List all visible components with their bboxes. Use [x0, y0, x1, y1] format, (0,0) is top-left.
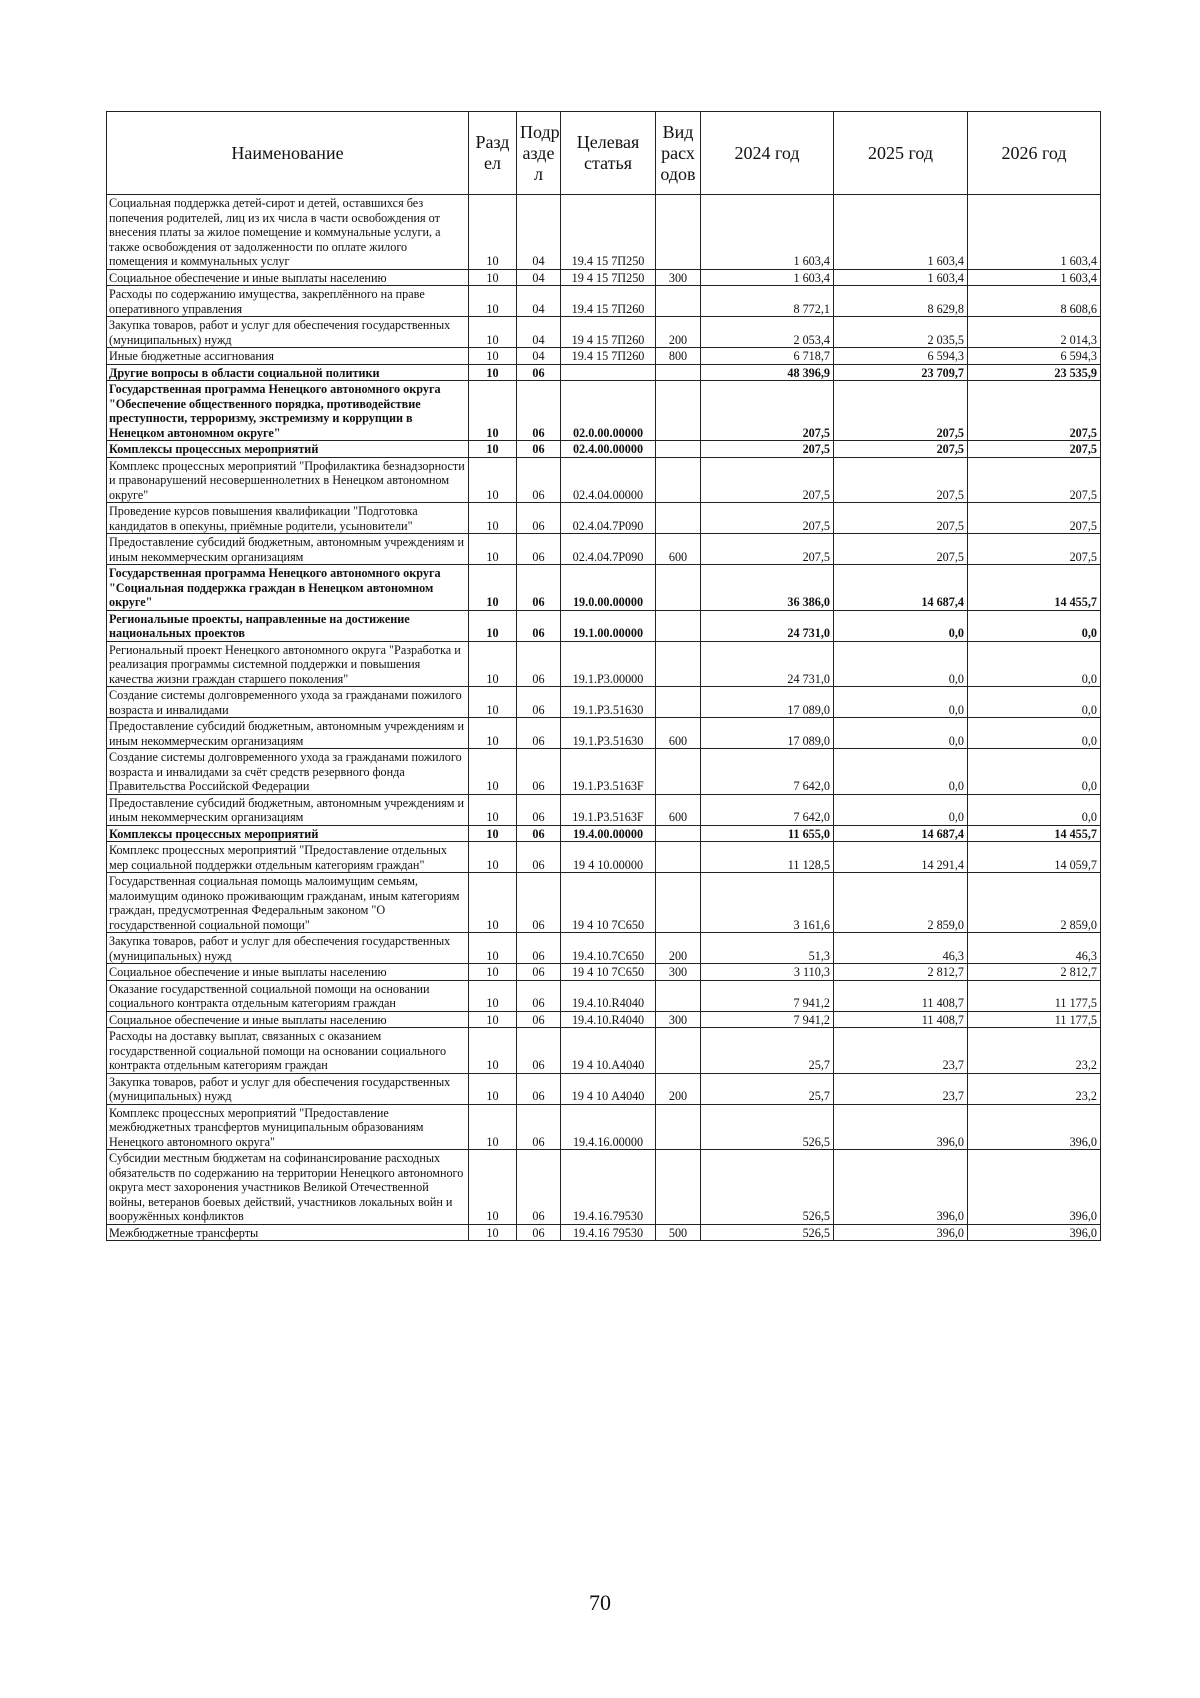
- row-target-article-cell: 19 4 10.00000: [561, 842, 656, 873]
- row-target-article-cell: 19.4.10.R4040: [561, 980, 656, 1011]
- row-expense-type-cell: [656, 381, 701, 441]
- row-name-cell: Предоставление субсидий бюджетным, автономным учреждениям и иным некоммерческим организациям: [107, 534, 469, 565]
- row-amount-2025-cell: 2 812,7: [834, 964, 968, 981]
- header-year-2025: 2025 год: [834, 112, 968, 195]
- table-header-row: [107, 112, 1101, 195]
- row-amount-2024-cell: 207,5: [701, 534, 834, 565]
- header-name: Наименование: [107, 112, 469, 195]
- table-row: [107, 610, 1101, 641]
- row-name-cell: Создание системы долговременного ухода за гражданами пожилого возраста и инвалидами: [107, 687, 469, 718]
- row-expense-type-cell: [656, 1028, 701, 1074]
- row-amount-2026-cell: 207,5: [968, 381, 1101, 441]
- row-expense-type-cell: 200: [656, 317, 701, 348]
- row-expense-type-cell: [656, 286, 701, 317]
- row-amount-2024-cell: 1 603,4: [701, 195, 834, 270]
- row-target-article-cell: 19.1.Р3.00000: [561, 641, 656, 687]
- header-podrazdel: Подр азде л: [517, 112, 561, 195]
- header-target-article: Целевая статья: [561, 112, 656, 195]
- row-amount-2025-cell: 207,5: [834, 441, 968, 458]
- row-amount-2025-cell: 14 291,4: [834, 842, 968, 873]
- row-razdel-cell: 10: [469, 718, 517, 749]
- row-podrazdel-cell: 06: [517, 610, 561, 641]
- row-amount-2024-cell: 8 772,1: [701, 286, 834, 317]
- table-row: [107, 441, 1101, 458]
- row-amount-2025-cell: 23,7: [834, 1073, 968, 1104]
- row-expense-type-cell: 600: [656, 534, 701, 565]
- row-name-cell: Социальное обеспечение и иные выплаты населению: [107, 1011, 469, 1028]
- row-podrazdel-cell: 06: [517, 441, 561, 458]
- table-row: [107, 286, 1101, 317]
- table-row: [107, 1073, 1101, 1104]
- row-target-article-cell: [561, 364, 656, 381]
- row-name-cell: Региональный проект Ненецкого автономного округа "Разработка и реализация программы системной поддержки и повышения качества жизни граждан старшего поколения": [107, 641, 469, 687]
- row-name-cell: Государственная программа Ненецкого автономного округа "Обеспечение общественного порядка, противодействие преступности, терроризму, экстремизму и коррупции в Ненецком автономном округе": [107, 381, 469, 441]
- row-target-article-cell: 19.1.Р3.51630: [561, 687, 656, 718]
- row-podrazdel-cell: 06: [517, 1028, 561, 1074]
- table-row: [107, 269, 1101, 286]
- table-row: [107, 1224, 1101, 1241]
- row-amount-2025-cell: 23,7: [834, 1028, 968, 1074]
- row-target-article-cell: 19.4 15 7П250: [561, 195, 656, 270]
- row-name-cell: Комплекс процессных мероприятий "Предоставление отдельных мер социальной поддержки отдельным категориям граждан": [107, 842, 469, 873]
- row-amount-2025-cell: 0,0: [834, 641, 968, 687]
- row-razdel-cell: 10: [469, 565, 517, 611]
- row-amount-2025-cell: 396,0: [834, 1104, 968, 1150]
- row-amount-2024-cell: 17 089,0: [701, 718, 834, 749]
- row-amount-2026-cell: 207,5: [968, 503, 1101, 534]
- row-name-cell: Государственная программа Ненецкого автономного округа "Социальная поддержка граждан в Ненецком автономном округе": [107, 565, 469, 611]
- row-target-article-cell: 19.4.10.R4040: [561, 1011, 656, 1028]
- row-razdel-cell: 10: [469, 381, 517, 441]
- row-podrazdel-cell: 06: [517, 1224, 561, 1241]
- row-podrazdel-cell: 06: [517, 1011, 561, 1028]
- table-row: [107, 381, 1101, 441]
- row-amount-2026-cell: 0,0: [968, 610, 1101, 641]
- row-expense-type-cell: [656, 825, 701, 842]
- row-razdel-cell: 10: [469, 933, 517, 964]
- row-expense-type-cell: [656, 457, 701, 503]
- row-podrazdel-cell: 06: [517, 364, 561, 381]
- row-amount-2024-cell: 526,5: [701, 1150, 834, 1225]
- row-expense-type-cell: [656, 641, 701, 687]
- row-expense-type-cell: [656, 1150, 701, 1225]
- row-amount-2025-cell: 14 687,4: [834, 825, 968, 842]
- row-razdel-cell: 10: [469, 1104, 517, 1150]
- row-target-article-cell: 19.0.00.00000: [561, 565, 656, 611]
- row-expense-type-cell: [656, 687, 701, 718]
- row-expense-type-cell: 300: [656, 1011, 701, 1028]
- row-amount-2025-cell: 1 603,4: [834, 195, 968, 270]
- row-amount-2024-cell: 7 642,0: [701, 794, 834, 825]
- row-amount-2026-cell: 1 603,4: [968, 195, 1101, 270]
- row-target-article-cell: 02.4.04.7Р090: [561, 503, 656, 534]
- row-expense-type-cell: 200: [656, 1073, 701, 1104]
- row-amount-2024-cell: 7 941,2: [701, 1011, 834, 1028]
- row-amount-2026-cell: 396,0: [968, 1104, 1101, 1150]
- row-podrazdel-cell: 06: [517, 565, 561, 611]
- row-name-cell: Социальное обеспечение и иные выплаты населению: [107, 269, 469, 286]
- row-amount-2026-cell: 8 608,6: [968, 286, 1101, 317]
- row-amount-2026-cell: 207,5: [968, 457, 1101, 503]
- row-amount-2026-cell: 2 014,3: [968, 317, 1101, 348]
- row-amount-2024-cell: 2 053,4: [701, 317, 834, 348]
- row-expense-type-cell: [656, 842, 701, 873]
- row-target-article-cell: 19.4.16 79530: [561, 1224, 656, 1241]
- row-name-cell: Закупка товаров, работ и услуг для обеспечения государственных (муниципальных) нужд: [107, 1073, 469, 1104]
- row-amount-2025-cell: 8 629,8: [834, 286, 968, 317]
- row-amount-2025-cell: 396,0: [834, 1150, 968, 1225]
- row-amount-2024-cell: 207,5: [701, 503, 834, 534]
- row-amount-2026-cell: 0,0: [968, 749, 1101, 795]
- row-amount-2026-cell: 46,3: [968, 933, 1101, 964]
- header-year-2024: 2024 год: [701, 112, 834, 195]
- row-target-article-cell: 19 4 10 7С650: [561, 964, 656, 981]
- row-amount-2026-cell: 11 177,5: [968, 1011, 1101, 1028]
- row-razdel-cell: 10: [469, 980, 517, 1011]
- table-row: [107, 933, 1101, 964]
- row-amount-2025-cell: 0,0: [834, 718, 968, 749]
- row-razdel-cell: 10: [469, 457, 517, 503]
- row-amount-2024-cell: 7 642,0: [701, 749, 834, 795]
- row-podrazdel-cell: 04: [517, 286, 561, 317]
- row-target-article-cell: 19 4 10.А4040: [561, 1028, 656, 1074]
- row-amount-2025-cell: 11 408,7: [834, 1011, 968, 1028]
- row-expense-type-cell: [656, 1104, 701, 1150]
- row-expense-type-cell: 500: [656, 1224, 701, 1241]
- row-amount-2025-cell: 207,5: [834, 503, 968, 534]
- row-target-article-cell: 19 4 10 А4040: [561, 1073, 656, 1104]
- row-target-article-cell: 19.4 15 7П260: [561, 286, 656, 317]
- row-podrazdel-cell: 06: [517, 381, 561, 441]
- row-target-article-cell: 19.4.16.79530: [561, 1150, 656, 1225]
- row-amount-2026-cell: 0,0: [968, 794, 1101, 825]
- row-razdel-cell: 10: [469, 364, 517, 381]
- row-target-article-cell: 02.0.00.00000: [561, 381, 656, 441]
- row-name-cell: Расходы на доставку выплат, связанных с оказанием государственной социальной помощи на основании социального контракта отдельным категориям граждан: [107, 1028, 469, 1074]
- row-razdel-cell: 10: [469, 610, 517, 641]
- row-amount-2024-cell: 7 941,2: [701, 980, 834, 1011]
- row-razdel-cell: 10: [469, 534, 517, 565]
- table-row: [107, 825, 1101, 842]
- row-podrazdel-cell: 06: [517, 457, 561, 503]
- row-expense-type-cell: [656, 980, 701, 1011]
- row-amount-2024-cell: 6 718,7: [701, 348, 834, 365]
- row-amount-2024-cell: 25,7: [701, 1028, 834, 1074]
- row-podrazdel-cell: 06: [517, 933, 561, 964]
- row-amount-2025-cell: 396,0: [834, 1224, 968, 1241]
- table-row: [107, 842, 1101, 873]
- table-body: [107, 195, 1101, 1241]
- row-expense-type-cell: [656, 364, 701, 381]
- row-amount-2024-cell: 24 731,0: [701, 610, 834, 641]
- row-expense-type-cell: 600: [656, 794, 701, 825]
- row-amount-2026-cell: 2 859,0: [968, 873, 1101, 933]
- row-name-cell: Социальное обеспечение и иные выплаты населению: [107, 964, 469, 981]
- row-target-article-cell: 02.4.04.00000: [561, 457, 656, 503]
- row-name-cell: Комплекс процессных мероприятий "Предоставление межбюджетных трансфертов муниципальным образованиям Ненецкого автономного округа": [107, 1104, 469, 1150]
- table-row: [107, 457, 1101, 503]
- row-razdel-cell: 10: [469, 964, 517, 981]
- row-amount-2025-cell: 0,0: [834, 794, 968, 825]
- row-amount-2026-cell: 396,0: [968, 1224, 1101, 1241]
- row-razdel-cell: 10: [469, 1073, 517, 1104]
- row-amount-2024-cell: 17 089,0: [701, 687, 834, 718]
- row-target-article-cell: 19 4 15 7П260: [561, 317, 656, 348]
- row-target-article-cell: 19.1.Р3.5163F: [561, 749, 656, 795]
- row-amount-2026-cell: 14 455,7: [968, 565, 1101, 611]
- row-podrazdel-cell: 06: [517, 641, 561, 687]
- row-amount-2025-cell: 1 603,4: [834, 269, 968, 286]
- table-row: [107, 195, 1101, 270]
- row-name-cell: Социальная поддержка детей-сирот и детей, оставшихся без попечения родителей, лиц из их числа в части освобождения от внесения платы за жилое помещение и коммунальные услуги, а также освобождения от задолженности по оплате жилого помещения и коммунальных услуг: [107, 195, 469, 270]
- row-podrazdel-cell: 06: [517, 873, 561, 933]
- row-amount-2025-cell: 207,5: [834, 534, 968, 565]
- row-name-cell: Другие вопросы в области социальной политики: [107, 364, 469, 381]
- row-podrazdel-cell: 04: [517, 317, 561, 348]
- row-name-cell: Предоставление субсидий бюджетным, автономным учреждениям и иным некоммерческим организациям: [107, 718, 469, 749]
- table-row: [107, 641, 1101, 687]
- row-amount-2024-cell: 3 110,3: [701, 964, 834, 981]
- table-row: [107, 1011, 1101, 1028]
- row-amount-2026-cell: 396,0: [968, 1150, 1101, 1225]
- row-amount-2025-cell: 14 687,4: [834, 565, 968, 611]
- row-name-cell: Расходы по содержанию имущества, закреплённого на праве оперативного управления: [107, 286, 469, 317]
- header-razdel: Разд ел: [469, 112, 517, 195]
- row-razdel-cell: 10: [469, 1028, 517, 1074]
- row-amount-2024-cell: 11 655,0: [701, 825, 834, 842]
- table-row: [107, 534, 1101, 565]
- row-amount-2025-cell: 0,0: [834, 749, 968, 795]
- row-amount-2024-cell: 36 386,0: [701, 565, 834, 611]
- row-razdel-cell: 10: [469, 825, 517, 842]
- row-amount-2024-cell: 207,5: [701, 441, 834, 458]
- row-podrazdel-cell: 06: [517, 842, 561, 873]
- row-podrazdel-cell: 06: [517, 749, 561, 795]
- table-row: [107, 317, 1101, 348]
- row-name-cell: Комплекс процессных мероприятий "Профилактика безнадзорности и правонарушений несовершеннолетних в Ненецком автономном округе": [107, 457, 469, 503]
- table-row: [107, 687, 1101, 718]
- row-podrazdel-cell: 06: [517, 503, 561, 534]
- row-razdel-cell: 10: [469, 873, 517, 933]
- row-podrazdel-cell: 06: [517, 1150, 561, 1225]
- row-amount-2026-cell: 2 812,7: [968, 964, 1101, 981]
- row-target-article-cell: 02.4.04.7Р090: [561, 534, 656, 565]
- table-row: [107, 980, 1101, 1011]
- row-amount-2025-cell: 11 408,7: [834, 980, 968, 1011]
- row-name-cell: Предоставление субсидий бюджетным, автономным учреждениям и иным некоммерческим организациям: [107, 794, 469, 825]
- row-amount-2025-cell: 23 709,7: [834, 364, 968, 381]
- row-expense-type-cell: [656, 873, 701, 933]
- row-amount-2024-cell: 526,5: [701, 1104, 834, 1150]
- table-row: [107, 1104, 1101, 1150]
- row-amount-2024-cell: 11 128,5: [701, 842, 834, 873]
- row-amount-2025-cell: 0,0: [834, 610, 968, 641]
- row-name-cell: Комплексы процессных мероприятий: [107, 825, 469, 842]
- row-amount-2026-cell: 0,0: [968, 641, 1101, 687]
- row-razdel-cell: 10: [469, 641, 517, 687]
- row-razdel-cell: 10: [469, 794, 517, 825]
- row-podrazdel-cell: 06: [517, 1104, 561, 1150]
- row-amount-2026-cell: 23,2: [968, 1028, 1101, 1074]
- row-expense-type-cell: [656, 565, 701, 611]
- row-amount-2025-cell: 6 594,3: [834, 348, 968, 365]
- row-target-article-cell: 19.4.10.7С650: [561, 933, 656, 964]
- row-expense-type-cell: [656, 441, 701, 458]
- row-amount-2024-cell: 51,3: [701, 933, 834, 964]
- row-name-cell: Комплексы процессных мероприятий: [107, 441, 469, 458]
- row-amount-2024-cell: 526,5: [701, 1224, 834, 1241]
- row-amount-2024-cell: 1 603,4: [701, 269, 834, 286]
- row-amount-2024-cell: 207,5: [701, 457, 834, 503]
- row-amount-2025-cell: 207,5: [834, 457, 968, 503]
- row-amount-2026-cell: 6 594,3: [968, 348, 1101, 365]
- row-amount-2025-cell: 0,0: [834, 687, 968, 718]
- table-row: [107, 749, 1101, 795]
- row-podrazdel-cell: 06: [517, 964, 561, 981]
- row-razdel-cell: 10: [469, 1011, 517, 1028]
- row-target-article-cell: 19 4 10 7С650: [561, 873, 656, 933]
- row-expense-type-cell: 800: [656, 348, 701, 365]
- document-page: [106, 111, 1100, 1241]
- row-expense-type-cell: 300: [656, 964, 701, 981]
- budget-table: [106, 111, 1101, 1241]
- row-razdel-cell: 10: [469, 1150, 517, 1225]
- row-expense-type-cell: [656, 610, 701, 641]
- row-razdel-cell: 10: [469, 441, 517, 458]
- row-expense-type-cell: [656, 195, 701, 270]
- row-podrazdel-cell: 04: [517, 195, 561, 270]
- row-name-cell: Создание системы долговременного ухода за гражданами пожилого возраста и инвалидами за счёт средств резервного фонда Правительства Российской Федерации: [107, 749, 469, 795]
- row-razdel-cell: 10: [469, 317, 517, 348]
- row-amount-2026-cell: 0,0: [968, 718, 1101, 749]
- row-target-article-cell: 19.4.00.00000: [561, 825, 656, 842]
- row-podrazdel-cell: 06: [517, 1073, 561, 1104]
- header-expense-type: Вид расх одов: [656, 112, 701, 195]
- table-row: [107, 503, 1101, 534]
- row-amount-2026-cell: 11 177,5: [968, 980, 1101, 1011]
- row-target-article-cell: 19.1.00.00000: [561, 610, 656, 641]
- row-amount-2025-cell: 2 035,5: [834, 317, 968, 348]
- table-row: [107, 364, 1101, 381]
- row-razdel-cell: 10: [469, 269, 517, 286]
- table-row: [107, 964, 1101, 981]
- row-amount-2025-cell: 2 859,0: [834, 873, 968, 933]
- row-razdel-cell: 10: [469, 749, 517, 795]
- row-name-cell: Государственная социальная помощь малоимущим семьям, малоимущим одиноко проживающим гражданам, иным категориям граждан, предусмотренная Федеральным законом "О государственной социальной помощи": [107, 873, 469, 933]
- row-podrazdel-cell: 06: [517, 794, 561, 825]
- row-razdel-cell: 10: [469, 286, 517, 317]
- header-year-2026: 2026 год: [968, 112, 1101, 195]
- row-name-cell: Региональные проекты, направленные на достижение национальных проектов: [107, 610, 469, 641]
- row-target-article-cell: 19.1.Р3.51630: [561, 718, 656, 749]
- page-number: 70: [589, 1590, 611, 1615]
- row-amount-2025-cell: 46,3: [834, 933, 968, 964]
- row-amount-2026-cell: 23,2: [968, 1073, 1101, 1104]
- row-target-article-cell: 19.1.Р3.5163F: [561, 794, 656, 825]
- row-podrazdel-cell: 06: [517, 687, 561, 718]
- row-podrazdel-cell: 06: [517, 980, 561, 1011]
- table-row: [107, 718, 1101, 749]
- row-amount-2026-cell: 207,5: [968, 441, 1101, 458]
- row-name-cell: Оказание государственной социальной помощи на основании социального контракта отдельным категориям граждан: [107, 980, 469, 1011]
- table-row: [107, 1150, 1101, 1225]
- row-name-cell: Субсидии местным бюджетам на софинансирование расходных обязательств по содержанию на территории Ненецкого автономного округа мест захоронения участников Великой Отечественной войны, ветеранов боевых действий, участников локальных войн и вооружённых конфликтов: [107, 1150, 469, 1225]
- row-amount-2024-cell: 24 731,0: [701, 641, 834, 687]
- row-podrazdel-cell: 04: [517, 269, 561, 286]
- row-razdel-cell: 10: [469, 1224, 517, 1241]
- row-razdel-cell: 10: [469, 348, 517, 365]
- row-podrazdel-cell: 06: [517, 534, 561, 565]
- row-podrazdel-cell: 04: [517, 348, 561, 365]
- row-razdel-cell: 10: [469, 503, 517, 534]
- row-amount-2024-cell: 207,5: [701, 381, 834, 441]
- row-amount-2026-cell: 0,0: [968, 687, 1101, 718]
- row-expense-type-cell: 200: [656, 933, 701, 964]
- row-expense-type-cell: 300: [656, 269, 701, 286]
- row-expense-type-cell: [656, 749, 701, 795]
- row-amount-2024-cell: 48 396,9: [701, 364, 834, 381]
- row-amount-2024-cell: 3 161,6: [701, 873, 834, 933]
- row-amount-2026-cell: 14 455,7: [968, 825, 1101, 842]
- row-razdel-cell: 10: [469, 842, 517, 873]
- row-amount-2024-cell: 25,7: [701, 1073, 834, 1104]
- row-name-cell: Закупка товаров, работ и услуг для обеспечения государственных (муниципальных) нужд: [107, 933, 469, 964]
- row-amount-2025-cell: 207,5: [834, 381, 968, 441]
- row-target-article-cell: 02.4.00.00000: [561, 441, 656, 458]
- row-name-cell: Иные бюджетные ассигнования: [107, 348, 469, 365]
- row-razdel-cell: 10: [469, 687, 517, 718]
- row-name-cell: Проведение курсов повышения квалификации "Подготовка кандидатов в опекуны, приёмные родители, усыновители": [107, 503, 469, 534]
- row-name-cell: Межбюджетные трансферты: [107, 1224, 469, 1241]
- row-amount-2026-cell: 1 603,4: [968, 269, 1101, 286]
- table-row: [107, 1028, 1101, 1074]
- row-expense-type-cell: [656, 503, 701, 534]
- row-target-article-cell: 19.4.16.00000: [561, 1104, 656, 1150]
- row-target-article-cell: 19 4 15 7П250: [561, 269, 656, 286]
- table-row: [107, 794, 1101, 825]
- row-target-article-cell: 19.4 15 7П260: [561, 348, 656, 365]
- table-row: [107, 565, 1101, 611]
- row-amount-2026-cell: 207,5: [968, 534, 1101, 565]
- row-name-cell: Закупка товаров, работ и услуг для обеспечения государственных (муниципальных) нужд: [107, 317, 469, 348]
- table-row: [107, 348, 1101, 365]
- row-razdel-cell: 10: [469, 195, 517, 270]
- row-expense-type-cell: 600: [656, 718, 701, 749]
- row-amount-2026-cell: 23 535,9: [968, 364, 1101, 381]
- row-podrazdel-cell: 06: [517, 825, 561, 842]
- table-row: [107, 873, 1101, 933]
- row-podrazdel-cell: 06: [517, 718, 561, 749]
- row-amount-2026-cell: 14 059,7: [968, 842, 1101, 873]
